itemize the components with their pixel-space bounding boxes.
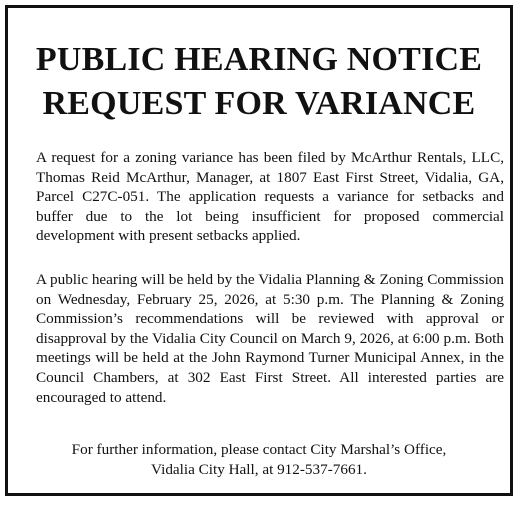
hearing-paragraph: A public hearing will be held by the Vidalia Planning & Zoning Commission on Wednesday, February 25, 2026, at 5:30 p.m. The Planning & Zoning Commission’s recommendations will be reviewed with approval or disapproval by the Vidalia City Council on March 9, 2026, at 6:00 p.m. Both meetings will be held at the John Raymond Turner Municipal Annex, in the Council Chambers, at 302 East First Street. All interested parties are encouraged to attend. <box>36 271 504 406</box>
request-paragraph: A request for a zoning variance has been filed by McArthur Rentals, LLC, Thomas Reid McArthur, Manager, at 1807 East First Street, Vidalia, GA, Parcel C27C-051. The application requests a variance for setbacks and buffer due to the lot being insufficient for proposed commercial development with present setbacks applied. <box>36 149 504 245</box>
notice-title-line-1: PUBLIC HEARING NOTICE <box>35 41 483 78</box>
notice-frame <box>5 5 513 496</box>
contact-info <box>8 440 510 479</box>
contact-line-2: Vidalia City Hall, at 912-537-7661. <box>151 460 367 478</box>
notice-title-line-2: REQUEST FOR VARIANCE <box>42 85 476 122</box>
contact-line-1: For further information, please contact City Marshal’s Office, <box>71 441 447 458</box>
